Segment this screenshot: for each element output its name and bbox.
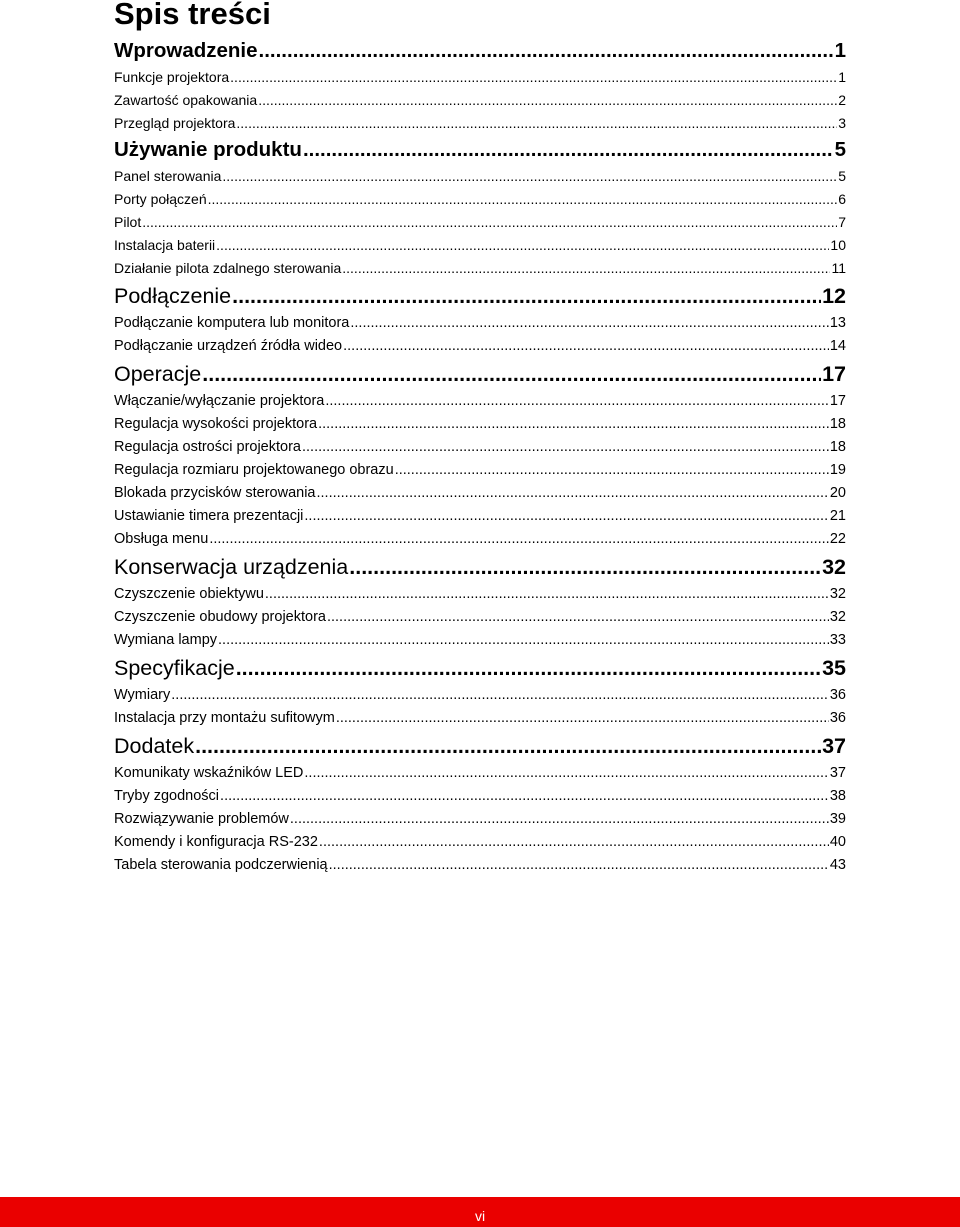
toc-entry-title: Podłączenie	[114, 284, 232, 308]
table-of-contents	[114, 36, 846, 877]
toc-page-number: 36	[829, 710, 846, 726]
toc-section-entry[interactable]	[114, 762, 846, 785]
toc-section-entry[interactable]	[114, 234, 846, 257]
toc-page-number: 40	[829, 834, 846, 850]
toc-page-number: 32	[829, 586, 846, 602]
toc-chapter-entry[interactable]	[114, 358, 846, 390]
toc-page-number: 33	[829, 632, 846, 648]
toc-page-number: 37	[829, 765, 846, 781]
toc-section-entry[interactable]	[114, 684, 846, 707]
toc-entry-title: Porty połączeń	[114, 191, 207, 207]
toc-entry-title: Przegląd projektora	[114, 115, 236, 131]
toc-section-entry[interactable]	[114, 436, 846, 459]
toc-chapter-entry[interactable]	[114, 280, 846, 312]
page-title: Spis treści	[114, 0, 271, 31]
toc-section-entry[interactable]	[114, 854, 846, 877]
toc-entry-title: Wprowadzenie	[114, 39, 258, 62]
toc-page-number: 18	[829, 416, 846, 432]
toc-page-number: 32	[822, 555, 846, 579]
toc-dot-leader	[342, 257, 830, 280]
toc-page-number: 21	[829, 508, 846, 524]
toc-entry-title: Specyfikacje	[114, 656, 235, 680]
toc-entry-title: Operacje	[114, 362, 202, 386]
toc-entry-title: Konserwacja urządzenia	[114, 555, 349, 579]
toc-entry-title: Regulacja ostrości projektora	[114, 439, 301, 455]
toc-dot-leader	[218, 629, 829, 652]
toc-dot-leader	[349, 551, 821, 583]
toc-dot-leader	[303, 135, 834, 165]
toc-entry-title: Zawartość opakowania	[114, 92, 258, 108]
toc-page-number: 10	[830, 237, 846, 253]
toc-page-number: 36	[829, 687, 846, 703]
toc-entry-title: Czyszczenie obiektywu	[114, 586, 264, 602]
toc-page-number: 37	[822, 734, 846, 758]
toc-dot-leader	[304, 762, 828, 785]
toc-chapter-entry[interactable]	[114, 551, 846, 583]
toc-page-number: 7	[838, 214, 846, 230]
toc-entry-title: Instalacja baterii	[114, 237, 216, 253]
toc-entry-title: Włączanie/wyłączanie projektora	[114, 393, 325, 409]
toc-dot-leader	[171, 684, 829, 707]
toc-dot-leader	[319, 831, 829, 854]
toc-entry-title: Tryby zgodności	[114, 788, 220, 804]
toc-dot-leader	[202, 358, 821, 390]
toc-page-number: 1	[834, 39, 846, 62]
toc-page-number: 17	[829, 393, 846, 409]
toc-page-number: 13	[829, 315, 846, 331]
toc-dot-leader	[216, 234, 829, 257]
toc-dot-leader	[222, 165, 837, 188]
toc-entry-title: Pilot	[114, 214, 142, 230]
toc-dot-leader	[236, 112, 837, 135]
toc-section-entry[interactable]	[114, 66, 846, 89]
toc-section-entry[interactable]	[114, 413, 846, 436]
toc-dot-leader	[230, 66, 837, 89]
toc-page-number: 18	[829, 439, 846, 455]
toc-entry-title: Panel sterowania	[114, 168, 222, 184]
toc-section-entry[interactable]	[114, 583, 846, 606]
toc-dot-leader	[236, 652, 821, 684]
toc-page-number: 14	[829, 338, 846, 354]
toc-entry-title: Używanie produktu	[114, 138, 302, 161]
toc-dot-leader	[302, 436, 829, 459]
toc-page-number: 5	[834, 138, 846, 161]
toc-entry-title: Dodatek	[114, 734, 195, 758]
toc-page-number: 12	[822, 284, 846, 308]
toc-entry-title: Wymiana lampy	[114, 632, 218, 648]
toc-dot-leader	[304, 505, 828, 528]
toc-entry-title: Regulacja wysokości projektora	[114, 416, 318, 432]
toc-dot-leader	[290, 808, 829, 831]
toc-section-entry[interactable]	[114, 390, 846, 413]
toc-page-number: 11	[831, 260, 846, 276]
toc-section-entry[interactable]	[114, 808, 846, 831]
toc-entry-title: Komunikaty wskaźników LED	[114, 765, 304, 781]
toc-page-number: 32	[829, 609, 846, 625]
toc-entry-title: Rozwiązywanie problemów	[114, 811, 289, 827]
toc-chapter-entry[interactable]	[114, 135, 846, 165]
toc-dot-leader	[316, 482, 828, 505]
toc-section-entry[interactable]	[114, 482, 846, 505]
toc-section-entry[interactable]	[114, 211, 846, 234]
toc-section-entry[interactable]	[114, 505, 846, 528]
toc-chapter-entry[interactable]	[114, 36, 846, 66]
toc-section-entry[interactable]	[114, 112, 846, 135]
toc-page-number: 22	[829, 531, 846, 547]
toc-entry-title: Ustawianie timera prezentacji	[114, 508, 304, 524]
toc-dot-leader	[209, 528, 829, 551]
toc-dot-leader	[327, 606, 829, 629]
toc-chapter-entry[interactable]	[114, 652, 846, 684]
toc-page-number: 5	[838, 168, 846, 184]
toc-dot-leader	[343, 335, 829, 358]
toc-dot-leader	[259, 36, 834, 66]
toc-section-entry[interactable]	[114, 459, 846, 482]
toc-entry-title: Obsługa menu	[114, 531, 209, 547]
toc-entry-title: Tabela sterowania podczerwienią	[114, 857, 328, 873]
toc-entry-title: Działanie pilota zdalnego sterowania	[114, 260, 342, 276]
toc-section-entry[interactable]	[114, 629, 846, 652]
toc-entry-title: Komendy i konfiguracja RS-232	[114, 834, 318, 850]
toc-entry-title: Podłączanie urządzeń źródła wideo	[114, 338, 343, 354]
toc-section-entry[interactable]	[114, 707, 846, 730]
toc-section-entry[interactable]	[114, 312, 846, 335]
toc-section-entry[interactable]	[114, 165, 846, 188]
toc-page-number: 20	[829, 485, 846, 501]
toc-entry-title: Instalacja przy montażu sufitowym	[114, 710, 335, 726]
toc-page-number: 19	[829, 462, 846, 478]
toc-entry-title: Wymiary	[114, 687, 171, 703]
toc-section-entry[interactable]	[114, 528, 846, 551]
toc-dot-leader	[329, 854, 829, 877]
toc-section-entry[interactable]	[114, 335, 846, 358]
toc-entry-title: Blokada przycisków sterowania	[114, 485, 316, 501]
toc-section-entry[interactable]	[114, 257, 846, 280]
toc-dot-leader	[265, 583, 829, 606]
toc-entry-title: Podłączanie komputera lub monitora	[114, 315, 350, 331]
toc-dot-leader	[336, 707, 829, 730]
toc-section-entry[interactable]	[114, 188, 846, 211]
toc-dot-leader	[208, 188, 838, 211]
toc-section-entry[interactable]	[114, 89, 846, 112]
toc-entry-title: Regulacja rozmiaru projektowanego obrazu	[114, 462, 394, 478]
toc-entry-title: Czyszczenie obudowy projektora	[114, 609, 326, 625]
toc-page-number: 38	[829, 788, 846, 804]
toc-dot-leader	[395, 459, 829, 482]
toc-page-number: 17	[822, 362, 846, 386]
footer-page-number: vi	[474, 1208, 486, 1224]
toc-chapter-entry[interactable]	[114, 730, 846, 762]
toc-dot-leader	[258, 89, 837, 112]
toc-dot-leader	[195, 730, 821, 762]
toc-dot-leader	[232, 280, 821, 312]
toc-page-number: 1	[838, 69, 846, 85]
toc-page-number: 39	[829, 811, 846, 827]
toc-dot-leader	[350, 312, 829, 335]
toc-page-number: 35	[822, 656, 846, 680]
toc-entry-title: Funkcje projektora	[114, 69, 230, 85]
toc-page-number: 6	[838, 191, 846, 207]
toc-page-number: 43	[829, 857, 846, 873]
toc-page-number: 2	[838, 92, 846, 108]
toc-dot-leader	[325, 390, 829, 413]
toc-section-entry[interactable]	[114, 606, 846, 629]
toc-section-entry[interactable]	[114, 831, 846, 854]
toc-section-entry[interactable]	[114, 785, 846, 808]
toc-page-number: 3	[838, 115, 846, 131]
toc-dot-leader	[318, 413, 829, 436]
toc-dot-leader	[220, 785, 829, 808]
toc-dot-leader	[142, 211, 837, 234]
